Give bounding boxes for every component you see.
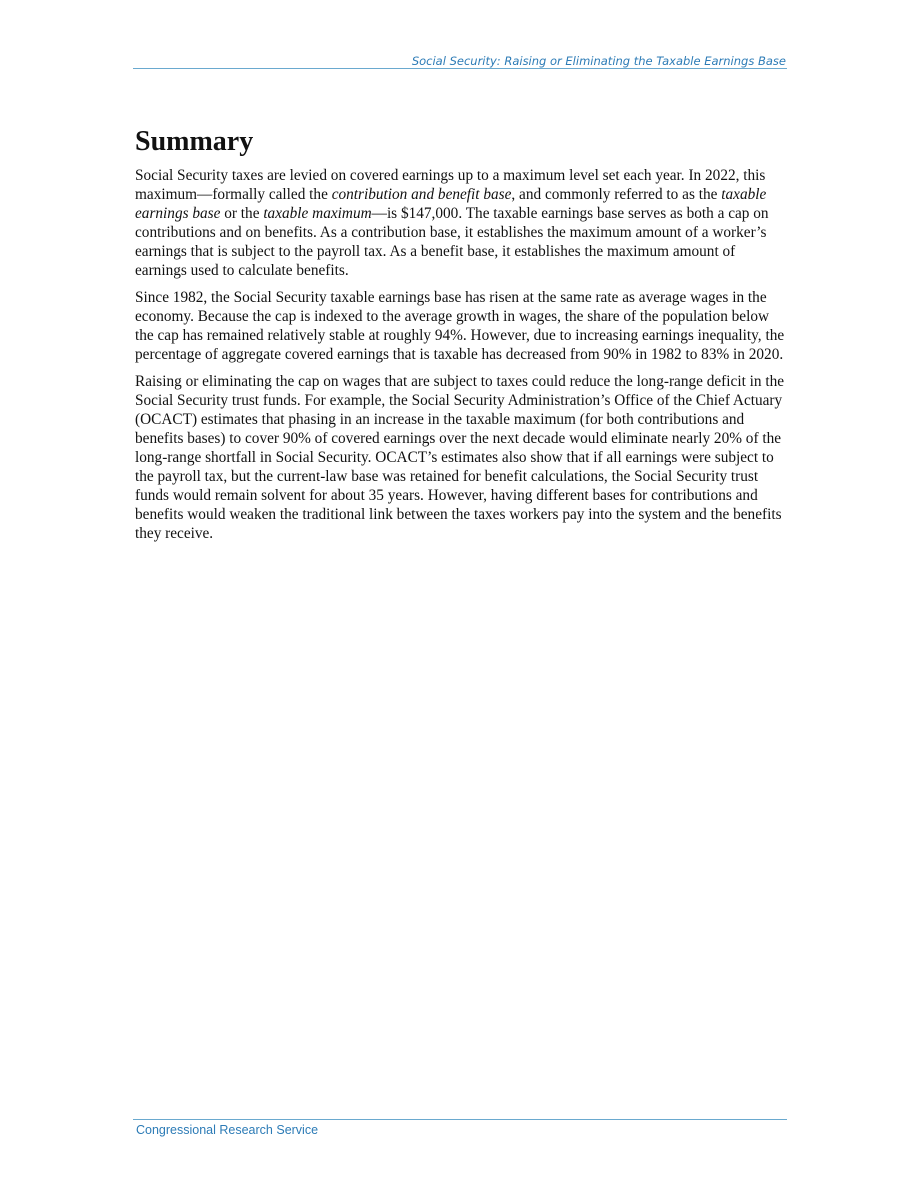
footer-divider	[133, 1119, 787, 1120]
summary-paragraph-2: Since 1982, the Social Security taxable earnings base has risen at the same rate as average wages in the economy. Because the cap is indexed to the average growth in wages, the share of the population below the cap has remained relatively stable at roughly 94%. However, due to increasing earnings inequality, the percentage of aggregate covered earnings that is taxable has decreased from 90% in 1982 to 83% in 2020.	[135, 289, 785, 363]
paragraph-1-text-a: Social Security taxes are levied on covered earnings up to a maximum level set each year. In 2022, this maximum—formally called the	[135, 167, 766, 203]
term-taxable-earnings-base: taxable earnings base	[135, 186, 767, 222]
paragraph-1-text-c: , and commonly referred to as the	[511, 186, 722, 203]
header-divider	[133, 68, 787, 69]
paragraph-1-text-g: —is $147,000. The taxable earnings base serves as both a cap on contributions and on benefits. As a contribution base, it establishes the maximum amount of a worker’s earnings that is subject to the payroll tax. As a benefit base, it establishes the maximum amount of earnings used to calculate benefits.	[135, 205, 769, 279]
summary-heading: Summary	[135, 126, 254, 157]
term-taxable-maximum: taxable maximum	[263, 205, 372, 222]
term-contribution-and-benefit-base: contribution and benefit base	[331, 186, 512, 203]
summary-section	[135, 124, 787, 551]
summary-paragraph-1	[135, 166, 787, 280]
footer-organization: Congressional Research Service	[136, 1123, 319, 1137]
running-header-title: Social Security: Raising or Eliminating the Taxable Earnings Base	[411, 54, 786, 68]
summary-paragraph-3: Raising or eliminating the cap on wages that are subject to taxes could reduce the long-range deficit in the Social Security trust funds. For example, the Social Security Administration’s Office of the Chief Actuary (OCACT) estimates that phasing in an increase in the taxable maximum (for both contributions and benefits bases) to cover 90% of covered earnings over the next decade would eliminate nearly 20% of the long-range shortfall in Social Security. OCACT’s estimates also show that if all earnings were subject to the payroll tax, but the current-law base was retained for benefit calculations, the Social Security trust funds would remain solvent for about 35 years. However, having different bases for contributions and benefits would weaken the traditional link between the taxes workers pay into the system and the benefits they receive.	[135, 373, 785, 542]
paragraph-1-text-e: or the	[220, 205, 264, 222]
